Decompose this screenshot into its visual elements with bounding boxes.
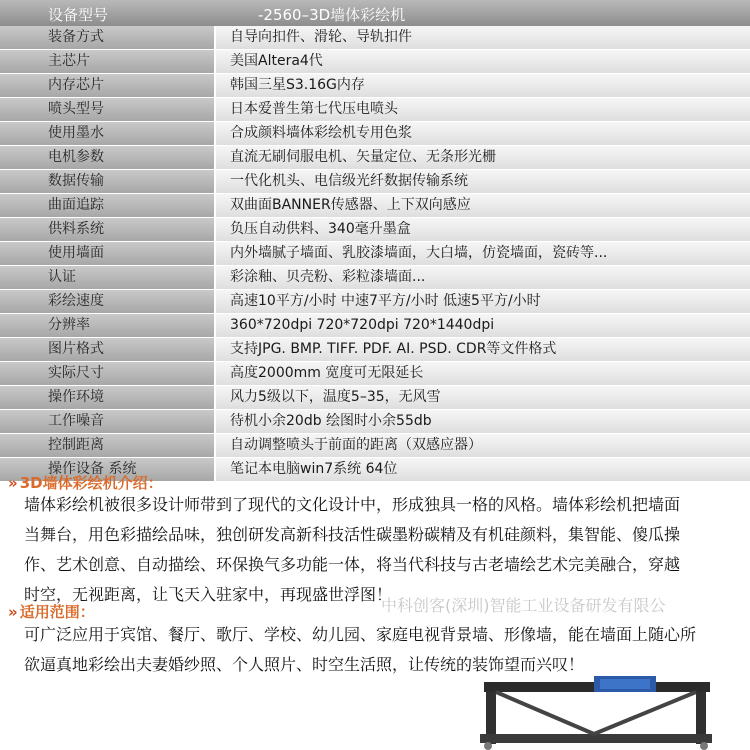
spec-header-row: [0, 0, 750, 26]
wall-printer-machine-image: [474, 676, 714, 750]
intro-title-text: 3D墙体彩绘机介绍：: [19, 474, 163, 492]
spec-row-label: 电机参数: [0, 146, 214, 169]
spec-row: [0, 386, 750, 410]
scope-title-text: 适用范围：: [19, 603, 95, 621]
spec-row: [0, 290, 750, 314]
spec-row-label: 使用墨水: [0, 122, 214, 145]
scope-line: 可广泛应用于宾馆、餐厅、歌厅、学校、幼儿园、家庭电视背景墙、形像墙，能在墙面上随心所: [24, 625, 697, 644]
spec-row-value: 待机小余20db 绘图时小余55db: [216, 410, 750, 433]
spec-header-value: -2560–3D墙体彩绘机: [258, 6, 406, 24]
spec-row-label: 曲面追踪: [0, 194, 214, 217]
spec-row-value: 360*720dpi 720*720dpi 720*1440dpi: [216, 314, 750, 337]
spec-header-label: 设备型号: [48, 6, 109, 24]
intro-line: 作、艺术创意、自动描绘、环保换气多功能一体，将当代科技与古老墙绘艺术完美融合，穿越: [24, 555, 681, 574]
spec-row-value: 韩国三星S3.16G内存: [216, 74, 750, 97]
spec-row-value: 风力5级以下，温度5–35，无风雪: [216, 386, 750, 409]
intro-line: 时空，无视距离，让飞天入驻家中，再现盛世浮图！: [24, 585, 393, 604]
spec-row-label: 操作设备 系统: [0, 458, 214, 481]
spec-row-label: 使用墙面: [0, 242, 214, 265]
spec-row: [0, 122, 750, 146]
spec-row: [0, 338, 750, 362]
spec-row-label: 装备方式: [0, 26, 214, 49]
spec-row-value: 高度2000mm 宽度可无限延长: [216, 362, 750, 385]
spec-row-value: 彩涂釉、贝壳粉、彩粒漆墙面...: [216, 266, 750, 289]
spec-row-label: 分辨率: [0, 314, 214, 337]
spec-row-value: 负压自动供料、340毫升墨盒: [216, 218, 750, 241]
scope-line: 欲逼真地彩绘出夫妻婚纱照、个人照片、时空生活照，让传统的装饰望而兴叹！: [24, 655, 585, 674]
spec-row: [0, 242, 750, 266]
spec-row-value: 自动调整喷头于前面的距离（双感应器）: [216, 434, 750, 457]
spec-row: [0, 74, 750, 98]
spec-row-value: 美国Altera4代: [216, 50, 750, 73]
spec-row-value: 支持JPG. BMP. TIFF. PDF. AI. PSD. CDR等文件格式: [216, 338, 750, 361]
double-chevron-icon: »: [8, 474, 18, 492]
spec-row: [0, 26, 750, 50]
intro-line: 墙体彩绘机被很多设计师带到了现代的文化设计中，形成独具一格的风格。墙体彩绘机把墙面: [24, 495, 681, 514]
spec-rows: [0, 26, 750, 482]
spec-row: [0, 314, 750, 338]
spec-row-value: 双曲面BANNER传感器、上下双向感应: [216, 194, 750, 217]
spec-row-label: 数据传输: [0, 170, 214, 193]
spec-row-value: 笔记本电脑win7系统 64位: [216, 458, 750, 481]
spec-row-label: 操作环境: [0, 386, 214, 409]
spec-row-label: 喷头型号: [0, 98, 214, 121]
spec-row: [0, 410, 750, 434]
double-chevron-icon: »: [8, 603, 18, 621]
spec-row-value: 直流无刷伺服电机、矢量定位、无条形光栅: [216, 146, 750, 169]
spec-row-value: 高速10平方/小时 中速7平方/小时 低速5平方/小时: [216, 290, 750, 313]
intro-paragraph: [24, 490, 736, 610]
scope-title: [8, 601, 95, 622]
spec-row: [0, 362, 750, 386]
spec-row-value: 一代化机头、电信级光纤数据传输系统: [216, 170, 750, 193]
spec-row-label: 内存芯片: [0, 74, 214, 97]
spec-row: [0, 434, 750, 458]
spec-row-label: 主芯片: [0, 50, 214, 73]
company-watermark: 中科创客(深圳)智能工业设备研发有限公: [381, 596, 666, 615]
spec-row: [0, 218, 750, 242]
spec-row: [0, 170, 750, 194]
spec-row: [0, 98, 750, 122]
spec-row: [0, 194, 750, 218]
spec-row-label: 彩绘速度: [0, 290, 214, 313]
spec-row-label: 工作噪音: [0, 410, 214, 433]
spec-row-value: 自导向扣件、滑轮、导轨扣件: [216, 26, 750, 49]
spec-row-value: 内外墙腻子墙面、乳胶漆墙面，大白墙，仿瓷墙面，瓷砖等...: [216, 242, 750, 265]
spec-row-value: 合成颜料墙体彩绘机专用色浆: [216, 122, 750, 145]
spec-row: [0, 50, 750, 74]
intro-line: 当舞台，用色彩描绘品味，独创研发高新科技活性碳墨粉碳精及有机硅颜料，集智能、傻瓜操: [24, 525, 681, 544]
spec-row-label: 供料系统: [0, 218, 214, 241]
scope-paragraph: [24, 620, 736, 680]
spec-row: [0, 266, 750, 290]
spec-row: [0, 146, 750, 170]
spec-row-label: 实际尺寸: [0, 362, 214, 385]
spec-row-label: 图片格式: [0, 338, 214, 361]
spec-row-value: 日本爱普生第七代压电喷头: [216, 98, 750, 121]
spec-row-label: 认证: [0, 266, 214, 289]
spec-row-label: 控制距离: [0, 434, 214, 457]
